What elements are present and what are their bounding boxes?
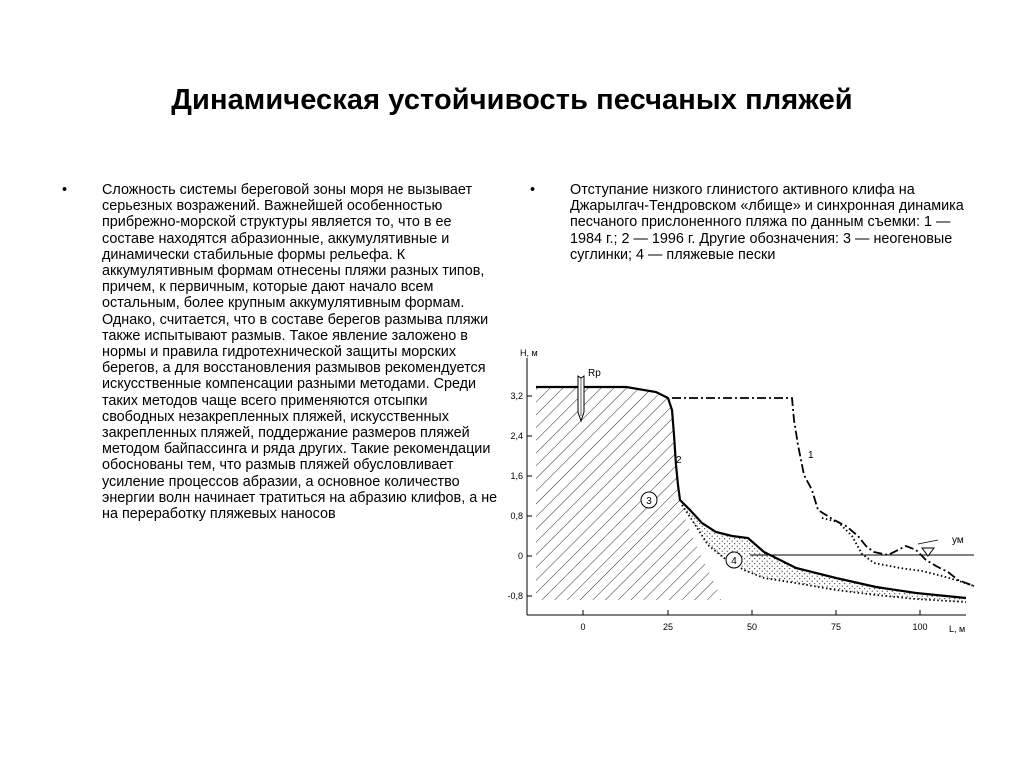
y-tick-label: 0 [517, 551, 523, 561]
beach-profile-figure [496, 340, 986, 650]
beach-sand-dotted [680, 500, 966, 602]
circled-label: 3 [646, 496, 652, 507]
profile-upper-dotted [822, 518, 974, 586]
x-tick-label: 0 [580, 622, 586, 632]
left-bullet-text: Сложность системы береговой зоны моря не вызывает серьезных возражений. Важнейшей особенностью прибрежно-морской структуры является то, что в ее составе находятся абразионные, аккумулятивные и динамически стабильные формы рельефа. К аккумулятивным формам отнесены пляжи разных типов, причем, к первичным, которые дают начало всем остальным, более крупным аккумулятивным формам. Однако, считается, что в составе берегов размыва пляжи также испытывают размыв. Такое явление заложено в нормы и правила гидротехнической защиты морских берегов, а для восстановления размывов рекомендуется искусственные компенсации разными методами. Среди таких методов чаще всего применяются отсыпки свободных незакрепленных пляжей, искусственных закрепленных пляжей, поддержание размеров пляжей методом байпассинга и ряда других. Такие рекомендации обоснованы тем, что размыв пляжей обусловливает усиление процессов абразии, а основное количество энергии волн начинает тратиться на абразию клифов, а не на переработку пляжевых наносов [102, 182, 498, 523]
y-tick-label: 0,8 [510, 511, 523, 521]
x-tick-label: 50 [746, 622, 758, 632]
y-tick-group [507, 391, 532, 601]
x-tick-label: 100 [912, 622, 928, 632]
curve-label: 1 [808, 450, 814, 461]
curve-label: 2 [676, 455, 682, 466]
x-tick-label: 25 [662, 622, 674, 632]
y-tick-label: 3,2 [510, 391, 523, 401]
y-tick-label: -0,8 [507, 591, 523, 601]
y-axis-title: Н, м [520, 348, 538, 358]
right-bullet-text: Отступание низкого глинистого активного клифа на Джарылгач-Тендровском «лбище» и синхронная динамика песчаного прислоненного пляжа по данным съемки: 1 — 1984 г.; 2 — 1996 г. Другие обозначения: 3 — неогеновые суглинки; 4 — пляжевые пески [570, 182, 964, 263]
profile-line-1984 [672, 398, 974, 586]
circled-label-4 [726, 552, 742, 568]
x-axis-title: L, м [949, 624, 966, 634]
water-level-label: ум [952, 535, 964, 546]
y-tick-label: 1,6 [510, 471, 523, 481]
loam-layer-hatched [536, 387, 721, 600]
x-tick-group [580, 610, 927, 632]
slide-title: Динамическая устойчивость песчаных пляжей [171, 84, 853, 116]
y-tick-label: 2,4 [510, 431, 523, 441]
benchmark-marker [578, 376, 584, 421]
x-tick-label: 75 [830, 622, 842, 632]
water-level-marker [918, 540, 938, 556]
bullet-marker: • [62, 182, 68, 198]
benchmark-label: Rp [588, 368, 601, 379]
circled-label: 4 [731, 556, 737, 567]
bullet-marker: • [530, 182, 536, 198]
circled-label-3 [641, 492, 657, 508]
